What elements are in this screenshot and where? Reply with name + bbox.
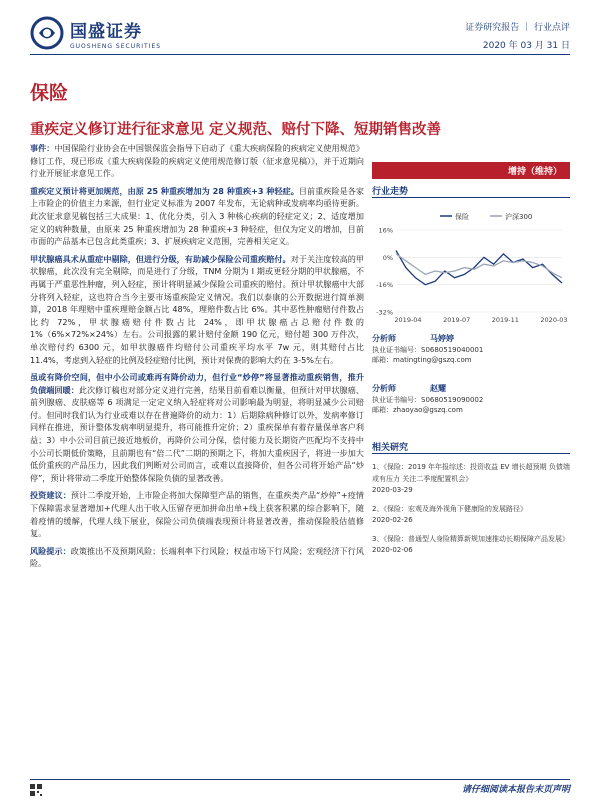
paragraph-text: 对于关注度较高的甲状腺癌，此次没有完全剔除，而是进行了分级，TNM 分期为 I 期或更轻分期的甲状腺癌，不再属于严重恶性肿瘤，列入轻症，预计将明显减少保险公司重疾的赔付。预计甲状腺癌中大部分将列入轻症，这也符合当今主要市场重疾险定义情况。我们以泰康的公开数据进行简单测算，2018 年理赔中重疾理赔金额占比 48%，理赔件数占比 6%。其中恶性肿瘤赔付件数占比约 72%，甲状腺癌赔付件数占比 24%，即甲状腺癌占总赔付件数的 1%（6%×72%×24%）左右。公司报露的累计赔付金额 190 亿元，赔付超 300 万件次，单次赔付约 6300 元，如甲状腺癌件均赔付公司重疾平均水平 7w 元，则其赔付占比 11.4%，考虑到入轻症的比例及轻症赔付比例，预计对保费的影响大约在 3-5%左右。 [30, 253, 364, 365]
legend-label-hs300: 沪深300 [505, 213, 533, 221]
x-tick-label: 2019-04 [394, 316, 422, 324]
cert-label: 执业证书编号： [372, 395, 421, 404]
paragraph-text: 预计二季度开始，上市险企将加大保障型产品的销售，在重疾类产品“炒停”+疫情下保障需求显著增加+代理人出于收入压留存更加拼命出单+线上获客积累的综合影响下，随着疫情的缓解，代理人线下展业，保险公司负债端表现预计将显著改善，推动保险股估值修复。 [30, 490, 364, 539]
cert-label: 执业证书编号： [372, 345, 421, 354]
series-line [396, 251, 562, 285]
lead-text: 甲状腺癌具术从重症中剔除，但进行分级，有助减少保险公司重疾赔付。 [30, 253, 291, 264]
paragraph-text: 政策推出不及预期风险；长端利率下行风险；权益市场下行风险；宏观经济下行风险。 [30, 545, 364, 569]
logo-icon [30, 16, 64, 50]
related-title: 相关研究 [372, 443, 409, 453]
cert-number: S0680519040001 [421, 345, 484, 354]
trend-divider [372, 197, 570, 198]
analyst-card [372, 384, 570, 416]
chart-legend [440, 212, 532, 221]
report-body [30, 142, 364, 575]
header-divider [30, 54, 570, 55]
related-item[interactable]: 3、《保险：普通型人身险精算新规加速推动长期保障产品发展》 [372, 534, 569, 543]
report-type: 证券研究报告 ｜ 行业点评 [465, 23, 570, 33]
related-date: 2020-03-29 [372, 486, 413, 494]
company-logo [30, 16, 161, 50]
logo-name-en: GUOSHENG SECURITIES [70, 42, 162, 50]
paragraph-text: 中国保险行业协会在中国银保监会指导下启动了《重大疾病保险的疾病定义使用规范》修订工作，现已形成《重大疾病保险的疾病定义使用规范修订版（征求意见稿）》，并于近期向行业开展征求意见工作。 [30, 143, 364, 179]
paragraph-text: 目前重疾险是各家上市险企的价值主力来源，但行业定义标准为 2007 年发布，无论病种或发病率均亟待更新。此次征求意见稿包括三大成果：1、优化分类，引入 3 种核心疾病的轻症定义；2、适度增加定义的病种数量，由原来 25 种重疾增加为 28 种重疾+3 种轻症，但仅为定义的增加，目前市面的产品基本已包含此类重疾；3、扩展疾病定义范围，完善相关定义。 [30, 185, 364, 247]
paragraph-event [30, 142, 364, 180]
analyst-card [372, 334, 570, 366]
mail-label: 邮箱： [372, 356, 393, 364]
related-date: 2020-02-06 [372, 546, 413, 554]
paragraph-thyroid [30, 253, 364, 366]
x-tick-label: 2019-07 [443, 316, 471, 324]
x-tick-label: 2020-03 [540, 316, 568, 324]
rating-badge: 增持（维持） [372, 162, 570, 179]
y-tick-label: 0% [382, 253, 393, 262]
lead-text: 重疾定义预计将更加规范，由原 25 种重疾增加为 28 种重疾+3 种轻症。 [30, 185, 299, 196]
page-header [30, 10, 570, 58]
paragraph-pricing [30, 371, 364, 484]
cert-number: S0680519090002 [421, 395, 484, 404]
industry-trend-chart [372, 206, 570, 326]
x-tick-label: 2019-11 [491, 316, 519, 324]
legend-label-insurance: 保险 [455, 213, 469, 221]
related-research-list [372, 462, 570, 564]
paragraph-definition [30, 185, 364, 248]
mail-label: 邮箱： [372, 406, 393, 414]
analyst-email[interactable]: matingting@gszq.com [393, 356, 472, 364]
related-divider [372, 453, 570, 454]
lead-text: 虽或有降价空间，但中小公司或难再有降价动力，但行业“炒停”将显著推动重疾销售，推升负债端回暖： [30, 372, 364, 395]
y-tick-label: 16% [378, 226, 393, 235]
qr-code-icon [30, 784, 42, 796]
analyst-role: 分析师 [372, 384, 396, 393]
lead-text: 投资建议： [30, 490, 71, 501]
related-item[interactable]: 1、《保险：2019 年年报综述：投资收益 EV 增长超预期 负债端或有压力 关注二季度配置机会》 [372, 463, 570, 483]
sector-name: 保险 [30, 82, 69, 104]
related-item[interactable]: 2、《保险：宏观及海外视角下健康险的发展路径》 [372, 504, 527, 513]
paragraph-risk [30, 545, 364, 570]
y-tick-label: -16% [376, 281, 393, 290]
paragraph-text: 此次修订稿也对部分定义进行完善，结果目前看难以衡量，但预计对甲状腺癌、前列腺癌、皮肤癌等 6 项满足一定定义纳入轻症将对公司影响最为明显，将明显减少公司赔付。但同时我们认为行业或难以存在普遍降价的动力：1）后期除病种修订以外，发病率修订同样在推进，预计整体发病率明显提升，将可能推升定价；2）重疾保单有着存量保单客户利益；3）中小公司目前已接近地板价，再降价公司分保，偿付能力及长期资产匹配均不支持中小公司长期低价策略，且前期也有“倍二代”二期的预期之下，将加大重疾因子，将进一步加大低价重疾的产品压力，因此我们判断对公司而言，或难以直接降价，但各公司将开始产品“炒停”，预计将带动二季度开始整体保险负债的显著改善。 [30, 384, 364, 483]
paragraph-investment [30, 489, 364, 539]
y-tick-label: -32% [376, 308, 393, 317]
lead-text: 事件： [30, 143, 55, 153]
lead-text: 风险提示： [30, 545, 71, 556]
trend-title: 行业走势 [372, 187, 409, 197]
report-date: 2020 年 03 月 31 日 [482, 41, 570, 51]
related-date: 2020-02-26 [372, 516, 413, 524]
analyst-name: 马婷婷 [430, 334, 454, 343]
analyst-role: 分析师 [372, 334, 396, 343]
footer-disclaimer: 请仔细阅读本报告末页声明 [461, 785, 570, 795]
analyst-name: 赵耀 [430, 384, 446, 393]
footer-divider [30, 779, 570, 780]
analyst-email[interactable]: zhaoyao@gszq.com [393, 406, 463, 414]
report-title: 重疾定义修订进行征求意见 定义规范、赔付下降、短期销售改善 [30, 122, 442, 138]
logo-name-cn: 国盛证券 [70, 21, 142, 42]
